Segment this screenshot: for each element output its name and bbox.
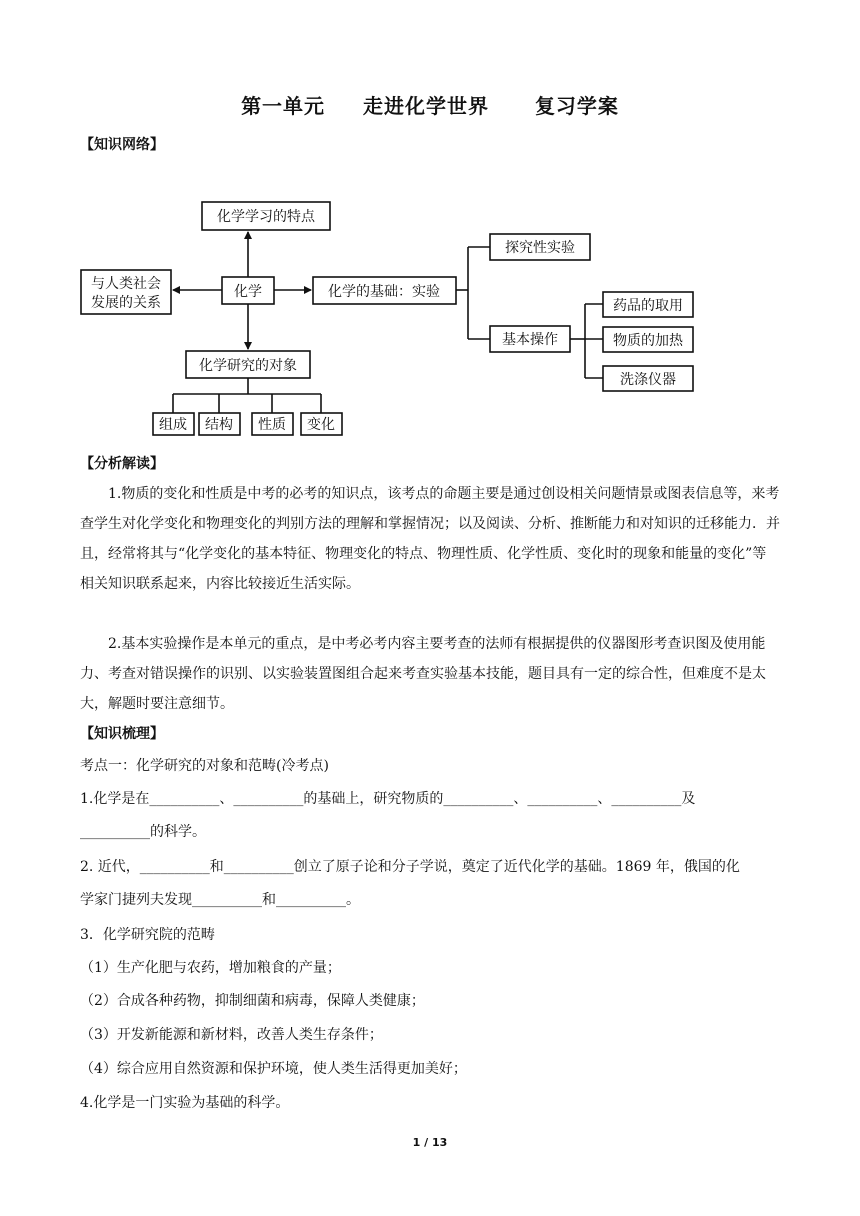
page-number: 1 / 13 (412, 1136, 448, 1149)
box-heating (603, 327, 693, 352)
page-title (0, 90, 860, 119)
node-foundation: 化学的基础：实验 (328, 284, 440, 300)
box-composition (153, 413, 194, 435)
node-reagents: 药品的取用 (613, 298, 683, 314)
box-washing (603, 366, 693, 391)
box-reagents (603, 292, 693, 317)
review-line-6: 3．化学研究院的范畴 (80, 927, 215, 943)
analysis-paragraph-2: 2.基本实验操作是本单元的重点，是中考必考内容主要考查的法师有根据提供的仪器图形考查识图及使用能力、考查对错误操作的识别、以实验装置图组合起来考查实验基本技能，题目具有一定的综合性，但难度不是太大，解题时要注意细节。 (80, 636, 766, 712)
node-objects: 化学研究的对象 (199, 358, 297, 374)
node-basic-ops: 基本操作 (502, 332, 558, 348)
review-line-4: 2. 近代，__________和__________创立了原子论和分子学说，奠定了近代化学的基础。1869 年，俄国的化 (80, 859, 740, 875)
box-property (252, 413, 293, 435)
review-line-7: （1）生产化肥与农药，增加粮食的产量； (80, 960, 341, 976)
review-line-2: 1.化学是在__________、__________的基础上，研究物质的__________、__________、__________及 (80, 791, 696, 807)
node-composition: 组成 (159, 417, 187, 433)
title-part-2: 走进化学世界 (363, 94, 489, 118)
review-line-11: 4.化学是一门实验为基础的科学。 (80, 1095, 290, 1111)
section-heading-analysis: 【分析解读】 (80, 456, 164, 472)
review-line-10: （4）综合应用自然资源和保护环境，使人类生活得更加美好； (80, 1061, 467, 1077)
node-property: 性质 (258, 417, 286, 433)
node-change: 变化 (307, 417, 335, 433)
node-heating: 物质的加热 (613, 333, 683, 349)
box-society (81, 270, 171, 314)
title-part-1: 第一单元 (241, 94, 326, 118)
node-washing: 洗涤仪器 (620, 372, 676, 388)
review-line-9: （3）开发新能源和新材料，改善人类生存条件； (80, 1027, 383, 1043)
title-part-3: 复习学案 (534, 94, 619, 118)
node-features: 化学学习的特点 (217, 209, 315, 225)
review-line-8: （2）合成各种药物，抑制细菌和病毒，保障人类健康； (80, 993, 425, 1009)
analysis-paragraph-1: 1.物质的变化和性质是中考的必考的知识点，该考点的命题主要是通过创设相关问题情景或图表信息等，来考查学生对化学变化和物理变化的判别方法的理解和掌握情况；以及阅读、分析、推断能力和对知识的迁移能力．并且，经常将其与“化学变化的基本特征、物理变化的特点、物理性质、化学性质、变化时的现象和能量的变化”等相关知识联系起来，内容比较接近生活实际。 (80, 486, 780, 592)
node-society-line-1: 与人类社会 (91, 276, 161, 292)
box-basic-ops (490, 326, 570, 352)
box-foundation (313, 277, 456, 304)
box-inquiry (490, 234, 590, 260)
review-line-1: 考点一：化学研究的对象和范畴(冷考点) (80, 758, 329, 774)
box-objects (186, 351, 310, 378)
node-society-line-2: 发展的关系 (91, 295, 161, 311)
box-chem (222, 277, 274, 304)
node-inquiry: 探究性实验 (505, 240, 575, 256)
box-change (301, 413, 342, 435)
section-heading-network: 【知识网络】 (80, 137, 164, 153)
review-line-3: __________的科学。 (80, 824, 206, 840)
node-chem: 化学 (234, 284, 262, 300)
box-features (202, 202, 330, 230)
section-heading-review: 【知识梳理】 (80, 726, 164, 742)
box-structure (199, 413, 240, 435)
review-line-5: 学家门捷列夫发现__________和__________。 (80, 892, 360, 908)
node-structure: 结构 (205, 417, 233, 433)
